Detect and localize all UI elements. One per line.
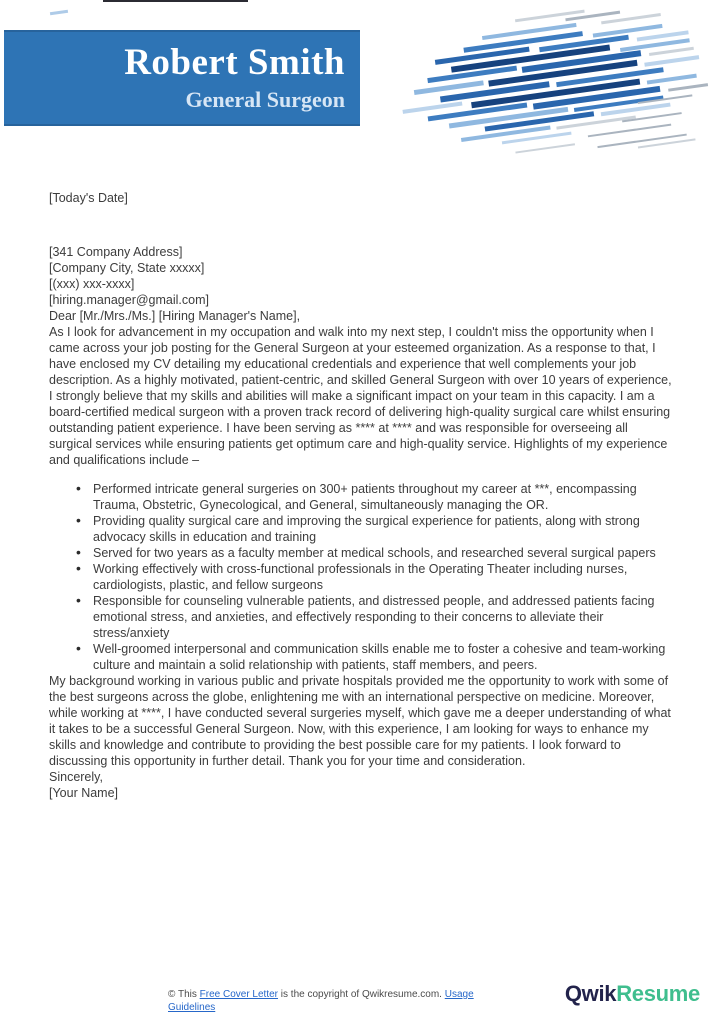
recipient-address-block (49, 244, 674, 308)
qualifications-list (49, 481, 674, 673)
letter-body (49, 190, 674, 801)
address-line: [(xxx) xxx-xxxx] (49, 277, 135, 291)
list-item: • Providing quality surgical care and improving the surgical experience for patients, along with strong advocacy skills in education and training (76, 513, 674, 545)
closing-paragraph: My background working in various public and private hospitals provided me the opportunity to work with some of the best surgeons across the globe, enlightening me with an international perspective on medicine. Moreover, while working at ****, I have conducted several surgeries myself, which gave me a deeper understanding of what it takes to be a successful General Surgeon. Now, with this experience, I am looking for ways to enhance my skills and knowledge and contribute to providing the best possible care for my patients. I look forward to discussing this opportunity in further detail. Thank you for your time and consideration. (49, 674, 671, 768)
streak-fragment (50, 10, 68, 15)
blue-streaks-svg (385, 5, 717, 173)
page-top-edge-line (103, 0, 248, 2)
candidate-name: Robert Smith (124, 42, 345, 83)
name-banner (4, 30, 360, 126)
address-line: [Company City, State xxxxx] (49, 261, 205, 275)
list-item: • Served for two years as a faculty member at medical schools, and researched several surgical papers (76, 545, 674, 561)
blue-streaks-graphic (385, 5, 717, 173)
usage-guidelines-link[interactable]: Usage Guidelines (168, 989, 474, 1013)
list-item: • Performed intricate general surgeries on 300+ patients throughout my career at ***, encompassing Trauma, Obstetric, Gynecological, and General, simultaneously managing the OR. (76, 481, 674, 513)
date-placeholder: [Today's Date] (49, 191, 128, 205)
copyright-note (168, 988, 498, 1014)
address-line: [341 Company Address] (49, 245, 183, 259)
closing-valediction: Sincerely, (49, 770, 103, 784)
list-item: • Working effectively with cross-functional professionals in the Operating Theater including nurses, cardiologists, plastic, and fellow surgeons (76, 561, 674, 593)
intro-paragraph: As I look for advancement in my occupation and walk into my next step, I couldn't miss the opportunity when I came across your job posting for the General Surgeon at your esteemed organization. As a response to that, I have enclosed my CV detailing my educational credentials and experience that well complements your job description. As a highly motivated, patient-centric, and skilled General Surgeon with over 10 years of experience, I strongly believe that my skills and abilities will make a significant impact on your team in this capacity. I am a board-certified medical surgeon with a proven track record of delivering high-quality surgical care whilst ensuring outstanding patient experience. I have been serving as **** at **** and was responsible for overseeing all surgical services while ensuring patients get optimum care and high-quality service. Highlights of my experience and qualifications include – (49, 325, 672, 467)
qwikresume-logo[interactable] (565, 981, 700, 1007)
address-line: [hiring.manager@gmail.com] (49, 293, 209, 307)
salutation: Dear [Mr./Mrs./Ms.] [Hiring Manager's Name], (49, 309, 301, 323)
signature-placeholder: [Your Name] (49, 786, 119, 800)
list-item: • Well-groomed interpersonal and communication skills enable me to foster a cohesive and team-working culture and maintain a solid relationship with patients, staff members, and peers. (76, 641, 674, 673)
logo-text-resume: Resume (616, 981, 700, 1006)
copyright-middle: is the copyright of Qwikresume.com. (278, 989, 445, 1000)
free-cover-letter-link[interactable]: Free Cover Letter (199, 989, 279, 1000)
copyright-prefix: © This (168, 989, 200, 1000)
logo-text-qwik: Qwik (564, 981, 617, 1006)
candidate-job-title: General Surgeon (185, 87, 345, 112)
list-item: • Responsible for counseling vulnerable patients, and distressed people, and addressed patients facing emotional stress, and anxieties, and effectively responding to their concerns to alleviate their stress/anxiety (76, 593, 674, 641)
